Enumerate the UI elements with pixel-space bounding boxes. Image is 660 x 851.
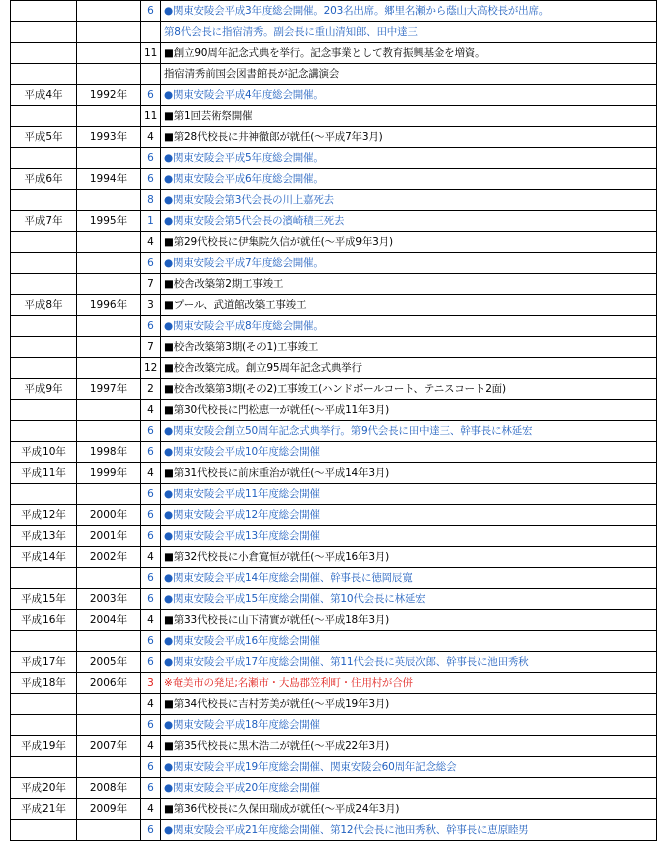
- table-row: [11, 22, 657, 43]
- table-row: [11, 1, 657, 22]
- event-cell: ■校舎改築第3期(その2)工事竣工(ハンドボールコート、テニスコート2面): [161, 379, 657, 400]
- table-row: [11, 610, 657, 631]
- table-row: [11, 421, 657, 442]
- table-row: [11, 400, 657, 421]
- month-cell: 4: [141, 127, 161, 148]
- era-cell: 平成7年: [11, 211, 77, 232]
- era-cell: 平成8年: [11, 295, 77, 316]
- year-cell: [77, 148, 141, 169]
- month-cell: 11: [141, 43, 161, 64]
- month-cell: 6: [141, 505, 161, 526]
- month-cell: 6: [141, 169, 161, 190]
- era-cell: [11, 253, 77, 274]
- table-row: [11, 43, 657, 64]
- year-cell: 1996年: [77, 295, 141, 316]
- month-cell: 6: [141, 1, 161, 22]
- year-cell: [77, 274, 141, 295]
- event-cell: ●関東安陵会平成6年度総会開催。: [161, 169, 657, 190]
- year-cell: [77, 1, 141, 22]
- month-cell: 2: [141, 379, 161, 400]
- year-cell: 1999年: [77, 463, 141, 484]
- event-cell: 指宿清秀前国会図書館長が記念講演会: [161, 64, 657, 85]
- event-cell: ●関東安陵会平成20年度総会開催: [161, 778, 657, 799]
- month-cell: 11: [141, 106, 161, 127]
- era-cell: 平成21年: [11, 799, 77, 820]
- era-cell: 平成20年: [11, 778, 77, 799]
- event-cell: 第8代会長に指宿清秀。副会長に重山清知郎、田中達三: [161, 22, 657, 43]
- table-row: [11, 484, 657, 505]
- year-cell: 1993年: [77, 127, 141, 148]
- month-cell: 3: [141, 295, 161, 316]
- month-cell: 6: [141, 631, 161, 652]
- month-cell: 1: [141, 211, 161, 232]
- table-row: [11, 64, 657, 85]
- history-timeline-table: [10, 0, 657, 841]
- table-row: [11, 526, 657, 547]
- table-row: [11, 694, 657, 715]
- era-cell: 平成12年: [11, 505, 77, 526]
- event-cell: ■第30代校長に門松恵一が就任(～平成11年3月): [161, 400, 657, 421]
- event-cell: ●関東安陵会平成13年度総会開催: [161, 526, 657, 547]
- era-cell: [11, 337, 77, 358]
- year-cell: [77, 106, 141, 127]
- table-row: [11, 589, 657, 610]
- month-cell: 6: [141, 253, 161, 274]
- month-cell: 4: [141, 736, 161, 757]
- era-cell: [11, 715, 77, 736]
- era-cell: 平成15年: [11, 589, 77, 610]
- event-cell: ●関東安陵会平成15年度総会開催、第10代会長に林延宏: [161, 589, 657, 610]
- year-cell: 2007年: [77, 736, 141, 757]
- table-row: [11, 85, 657, 106]
- month-cell: 3: [141, 673, 161, 694]
- year-cell: 2005年: [77, 652, 141, 673]
- event-cell: ●関東安陵会平成10年度総会開催: [161, 442, 657, 463]
- era-cell: 平成17年: [11, 652, 77, 673]
- month-cell: 4: [141, 400, 161, 421]
- table-row: [11, 148, 657, 169]
- era-cell: 平成9年: [11, 379, 77, 400]
- month-cell: 6: [141, 484, 161, 505]
- event-cell: ■プール、武道館改築工事竣工: [161, 295, 657, 316]
- era-cell: [11, 64, 77, 85]
- table-row: [11, 274, 657, 295]
- table-row: [11, 673, 657, 694]
- era-cell: [11, 316, 77, 337]
- year-cell: 2002年: [77, 547, 141, 568]
- month-cell: 4: [141, 610, 161, 631]
- table-row: [11, 190, 657, 211]
- year-cell: [77, 484, 141, 505]
- event-cell: ●関東安陵会第3代会長の川上嘉死去: [161, 190, 657, 211]
- month-cell: 6: [141, 715, 161, 736]
- month-cell: 6: [141, 421, 161, 442]
- month-cell: 6: [141, 778, 161, 799]
- month-cell: 6: [141, 442, 161, 463]
- era-cell: 平成5年: [11, 127, 77, 148]
- era-cell: [11, 22, 77, 43]
- event-cell: ●関東安陵会平成11年度総会開催: [161, 484, 657, 505]
- table-row: [11, 736, 657, 757]
- era-cell: 平成4年: [11, 85, 77, 106]
- era-cell: [11, 631, 77, 652]
- table-row: [11, 505, 657, 526]
- era-cell: [11, 400, 77, 421]
- year-cell: [77, 694, 141, 715]
- table-row: [11, 799, 657, 820]
- month-cell: 4: [141, 799, 161, 820]
- table-row: [11, 253, 657, 274]
- year-cell: [77, 337, 141, 358]
- table-row: [11, 547, 657, 568]
- era-cell: 平成19年: [11, 736, 77, 757]
- era-cell: 平成11年: [11, 463, 77, 484]
- month-cell: 12: [141, 358, 161, 379]
- year-cell: 2009年: [77, 799, 141, 820]
- era-cell: 平成6年: [11, 169, 77, 190]
- event-cell: ●関東安陵会平成12年度総会開催: [161, 505, 657, 526]
- era-cell: [11, 43, 77, 64]
- event-cell: ●関東安陵会平成18年度総会開催: [161, 715, 657, 736]
- event-cell: ■第34代校長に吉村芳美が就任(～平成19年3月): [161, 694, 657, 715]
- event-cell: ■第33代校長に山下清實が就任(～平成18年3月): [161, 610, 657, 631]
- table-row: [11, 232, 657, 253]
- year-cell: 1994年: [77, 169, 141, 190]
- month-cell: 7: [141, 337, 161, 358]
- year-cell: 1997年: [77, 379, 141, 400]
- year-cell: [77, 316, 141, 337]
- era-cell: [11, 421, 77, 442]
- era-cell: 平成16年: [11, 610, 77, 631]
- timeline-body: [11, 1, 657, 841]
- event-cell: ●関東安陵会平成4年度総会開催。: [161, 85, 657, 106]
- table-row: [11, 442, 657, 463]
- year-cell: [77, 400, 141, 421]
- event-cell: ■第29代校長に伊集院久信が就任(～平成9年3月): [161, 232, 657, 253]
- year-cell: 2000年: [77, 505, 141, 526]
- year-cell: 2001年: [77, 526, 141, 547]
- table-row: [11, 358, 657, 379]
- event-cell: ※奄美市の発足;名瀬市・大島郡笠利町・住用村が合併: [161, 673, 657, 694]
- table-row: [11, 169, 657, 190]
- era-cell: 平成18年: [11, 673, 77, 694]
- history-table-wrapper: [10, 0, 657, 841]
- month-cell: 6: [141, 148, 161, 169]
- table-row: [11, 463, 657, 484]
- event-cell: ■校舎改築完成。創立95周年記念式典挙行: [161, 358, 657, 379]
- event-cell: ●関東安陵会平成16年度総会開催: [161, 631, 657, 652]
- event-cell: ●関東安陵会第5代会長の濱崎積三死去: [161, 211, 657, 232]
- event-cell: ●関東安陵会平成19年度総会開催、関東安陵会60周年記念総会: [161, 757, 657, 778]
- month-cell: 6: [141, 820, 161, 841]
- year-cell: [77, 358, 141, 379]
- event-cell: ■第32代校長に小倉寛恒が就任(～平成16年3月): [161, 547, 657, 568]
- month-cell: 6: [141, 526, 161, 547]
- event-cell: ●関東安陵会平成8年度総会開催。: [161, 316, 657, 337]
- event-cell: ■第36代校長に久保田瑞成が就任(～平成24年3月): [161, 799, 657, 820]
- era-cell: 平成13年: [11, 526, 77, 547]
- year-cell: [77, 43, 141, 64]
- table-row: [11, 652, 657, 673]
- event-cell: ●関東安陵会平成7年度総会開催。: [161, 253, 657, 274]
- table-row: [11, 127, 657, 148]
- year-cell: 1998年: [77, 442, 141, 463]
- year-cell: [77, 631, 141, 652]
- year-cell: 2008年: [77, 778, 141, 799]
- year-cell: 2004年: [77, 610, 141, 631]
- table-row: [11, 820, 657, 841]
- month-cell: 4: [141, 463, 161, 484]
- month-cell: 4: [141, 694, 161, 715]
- month-cell: [141, 22, 161, 43]
- table-row: [11, 295, 657, 316]
- month-cell: 6: [141, 568, 161, 589]
- event-cell: ●関東安陵会平成21年度総会開催、第12代会長に池田秀秋、幹事長に恵原睦男: [161, 820, 657, 841]
- era-cell: [11, 358, 77, 379]
- month-cell: 6: [141, 589, 161, 610]
- era-cell: [11, 148, 77, 169]
- era-cell: [11, 694, 77, 715]
- event-cell: ●関東安陵会平成3年度総会開催。203名出席。郷里名瀬から蔭山大高校長が出席。: [161, 1, 657, 22]
- year-cell: [77, 757, 141, 778]
- event-cell: ■第31代校長に前床重治が就任(～平成14年3月): [161, 463, 657, 484]
- era-cell: [11, 820, 77, 841]
- table-row: [11, 715, 657, 736]
- month-cell: 4: [141, 232, 161, 253]
- month-cell: 6: [141, 316, 161, 337]
- era-cell: [11, 106, 77, 127]
- event-cell: ■校舎改築第2期工事竣工: [161, 274, 657, 295]
- event-cell: ■校舎改築第3期(その1)工事竣工: [161, 337, 657, 358]
- era-cell: 平成14年: [11, 547, 77, 568]
- era-cell: [11, 274, 77, 295]
- year-cell: [77, 232, 141, 253]
- event-cell: ■第35代校長に黒木浩二が就任(～平成22年3月): [161, 736, 657, 757]
- year-cell: 1992年: [77, 85, 141, 106]
- year-cell: [77, 22, 141, 43]
- event-cell: ■第1回芸術祭開催: [161, 106, 657, 127]
- month-cell: 8: [141, 190, 161, 211]
- table-row: [11, 316, 657, 337]
- table-row: [11, 757, 657, 778]
- event-cell: ■創立90周年記念式典を挙行。記念事業として教育振興基金を増資。: [161, 43, 657, 64]
- year-cell: 2003年: [77, 589, 141, 610]
- year-cell: [77, 715, 141, 736]
- year-cell: [77, 64, 141, 85]
- table-row: [11, 379, 657, 400]
- year-cell: [77, 568, 141, 589]
- table-row: [11, 106, 657, 127]
- era-cell: [11, 190, 77, 211]
- era-cell: [11, 568, 77, 589]
- table-row: [11, 778, 657, 799]
- month-cell: [141, 64, 161, 85]
- event-cell: ●関東安陵会平成5年度総会開催。: [161, 148, 657, 169]
- table-row: [11, 337, 657, 358]
- year-cell: [77, 820, 141, 841]
- year-cell: 1995年: [77, 211, 141, 232]
- table-row: [11, 211, 657, 232]
- month-cell: 6: [141, 652, 161, 673]
- year-cell: [77, 190, 141, 211]
- table-row: [11, 631, 657, 652]
- era-cell: 平成10年: [11, 442, 77, 463]
- month-cell: 6: [141, 85, 161, 106]
- month-cell: 7: [141, 274, 161, 295]
- year-cell: [77, 253, 141, 274]
- year-cell: 2006年: [77, 673, 141, 694]
- month-cell: 6: [141, 757, 161, 778]
- event-cell: ●関東安陵会平成17年度総会開催、第11代会長に英辰次郎、幹事長に池田秀秋: [161, 652, 657, 673]
- era-cell: [11, 232, 77, 253]
- era-cell: [11, 757, 77, 778]
- event-cell: ■第28代校長に井神徹郎が就任(～平成7年3月): [161, 127, 657, 148]
- era-cell: [11, 1, 77, 22]
- event-cell: ●関東安陵会創立50周年記念式典挙行。第9代会長に田中達三、幹事長に林延宏: [161, 421, 657, 442]
- year-cell: [77, 421, 141, 442]
- event-cell: ●関東安陵会平成14年度総会開催、幹事長に徳岡辰寛: [161, 568, 657, 589]
- table-row: [11, 568, 657, 589]
- era-cell: [11, 484, 77, 505]
- month-cell: 4: [141, 547, 161, 568]
